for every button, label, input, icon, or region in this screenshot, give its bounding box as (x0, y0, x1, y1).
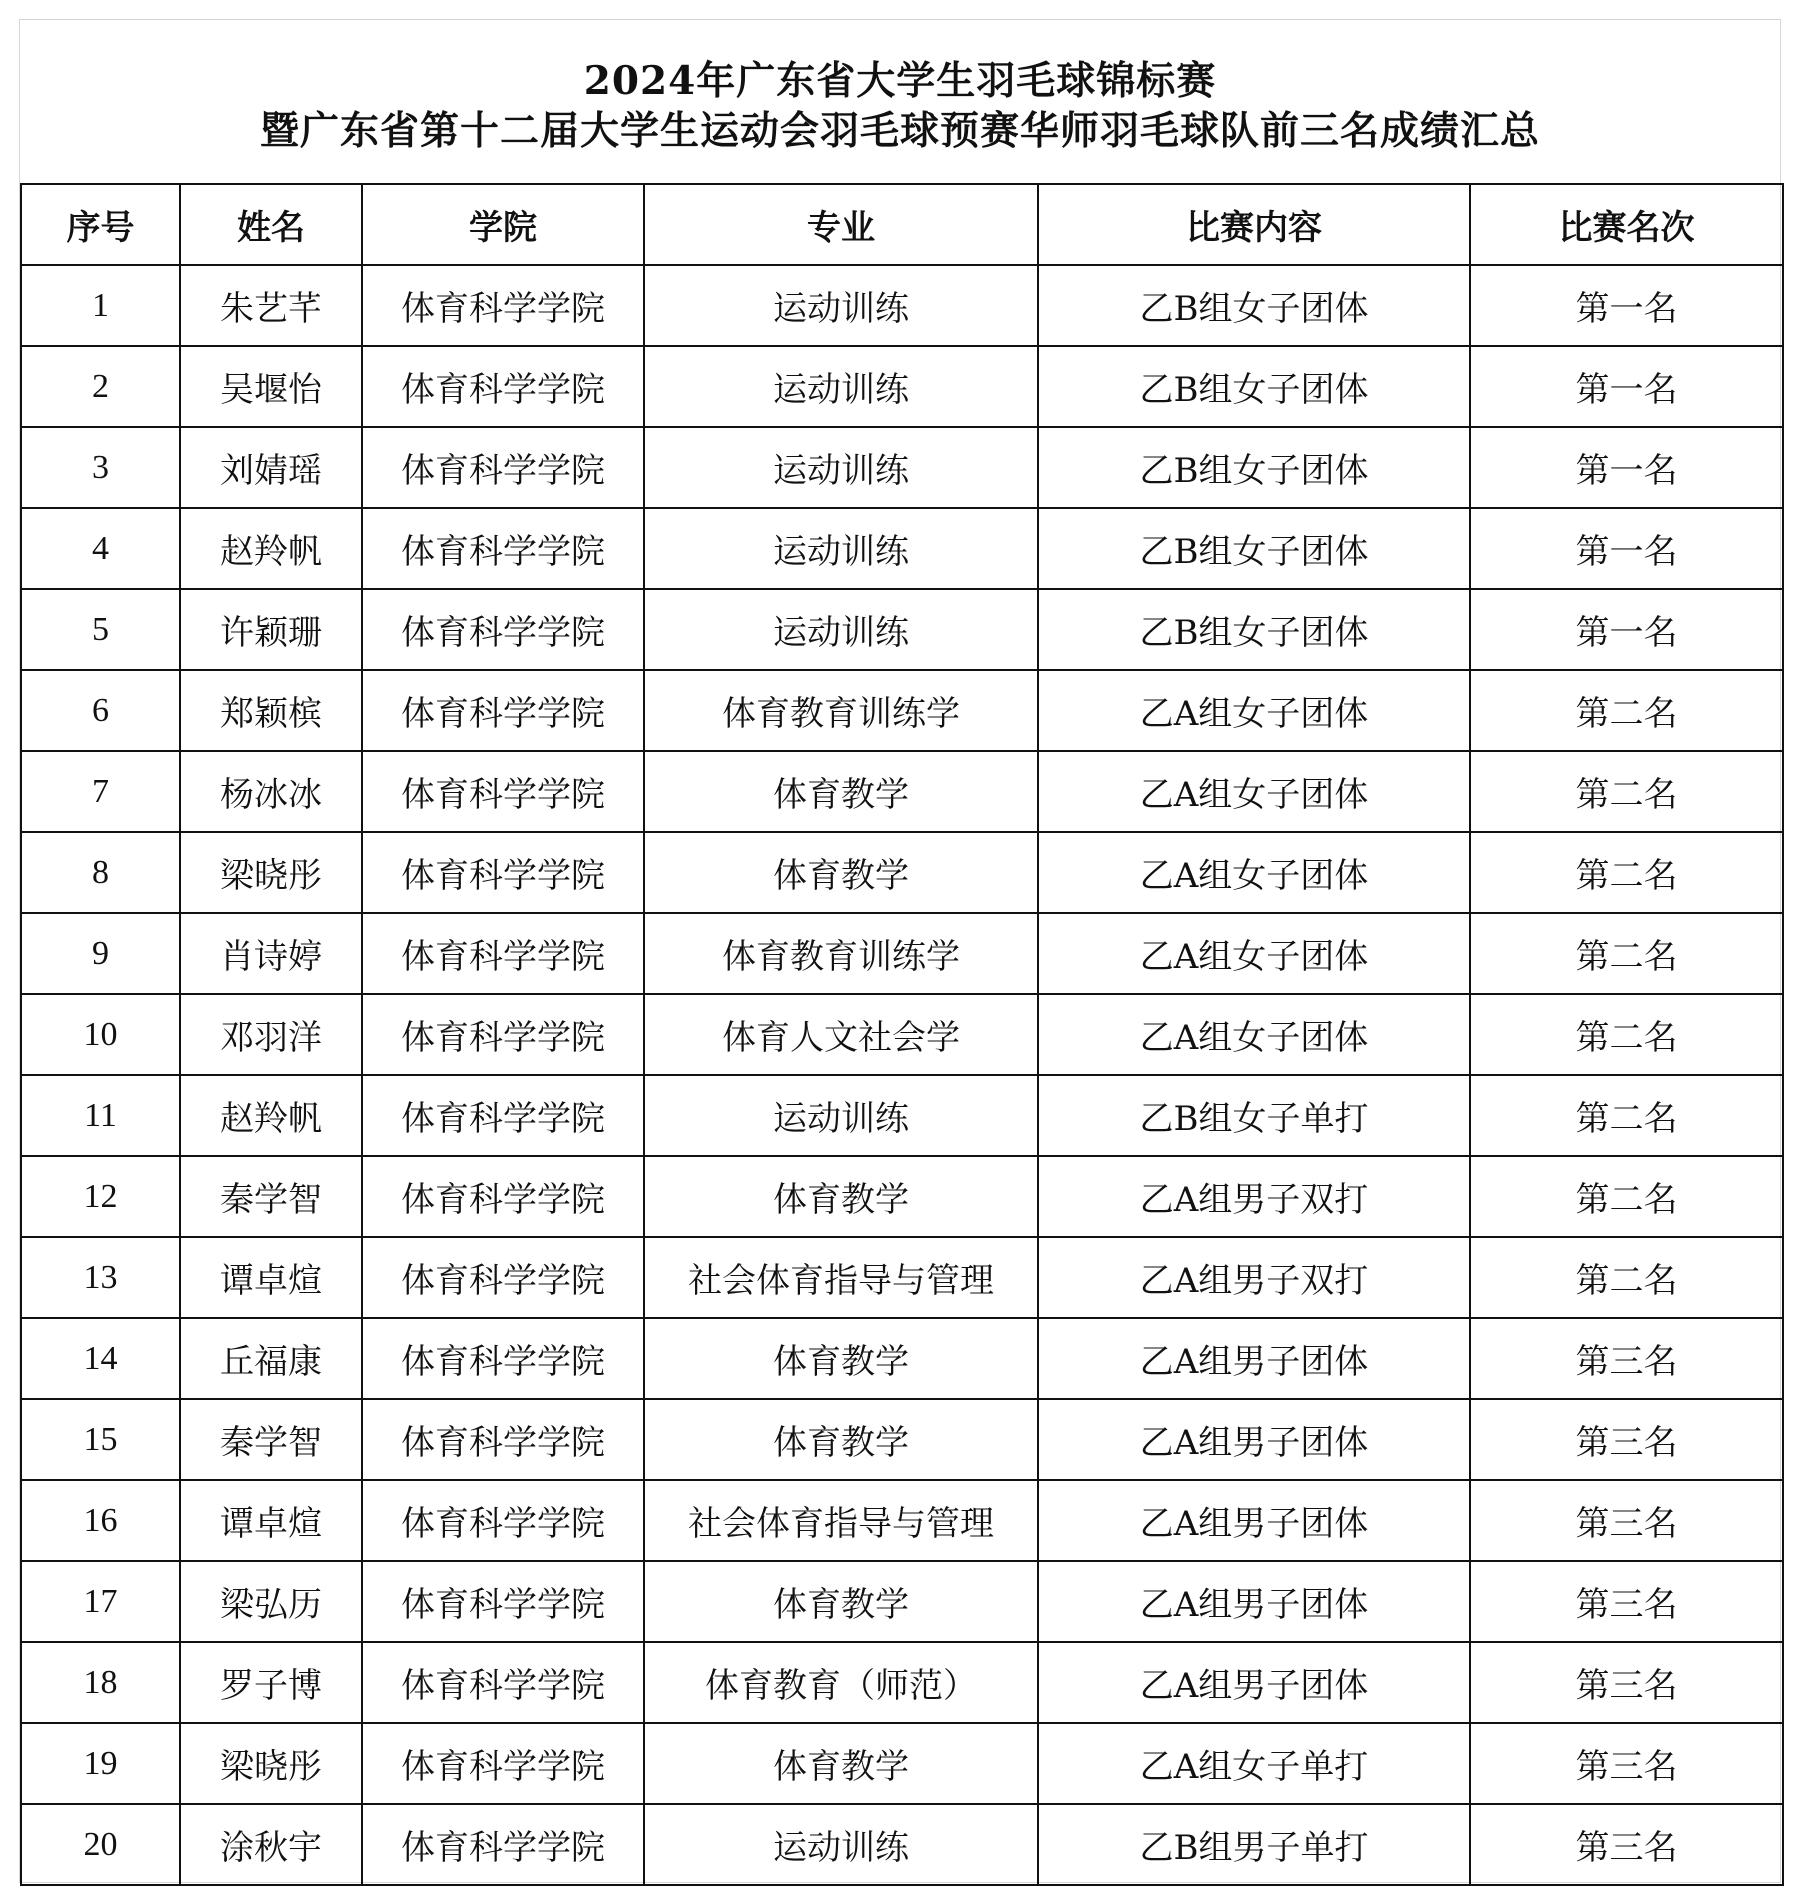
cell-name: 梁弘历 (180, 1561, 362, 1642)
cell-rank: 第三名 (1470, 1642, 1783, 1723)
cell-major: 运动训练 (644, 1075, 1038, 1156)
cell-no: 16 (21, 1480, 180, 1561)
table-row (21, 508, 1783, 589)
cell-college: 体育科学学院 (362, 1075, 644, 1156)
cell-name: 许颖珊 (180, 589, 362, 670)
header-no: 序号 (21, 184, 180, 265)
cell-no: 4 (21, 508, 180, 589)
cell-college: 体育科学学院 (362, 265, 644, 346)
cell-college: 体育科学学院 (362, 1156, 644, 1237)
cell-name: 赵羚帆 (180, 508, 362, 589)
table-row (21, 265, 1783, 346)
table-row (21, 913, 1783, 994)
cell-name: 涂秋宇 (180, 1804, 362, 1885)
cell-major: 体育教育训练学 (644, 913, 1038, 994)
cell-no: 20 (21, 1804, 180, 1885)
cell-event: 乙B组女子团体 (1038, 427, 1470, 508)
table-row (21, 1399, 1783, 1480)
cell-no: 11 (21, 1075, 180, 1156)
cell-major: 体育教学 (644, 1156, 1038, 1237)
cell-event: 乙A组女子团体 (1038, 994, 1470, 1075)
cell-event: 乙A组男子团体 (1038, 1480, 1470, 1561)
cell-college: 体育科学学院 (362, 832, 644, 913)
cell-rank: 第二名 (1470, 751, 1783, 832)
cell-major: 运动训练 (644, 1804, 1038, 1885)
cell-no: 12 (21, 1156, 180, 1237)
cell-event: 乙B组女子团体 (1038, 346, 1470, 427)
cell-no: 18 (21, 1642, 180, 1723)
cell-no: 10 (21, 994, 180, 1075)
table-row (21, 1237, 1783, 1318)
cell-no: 5 (21, 589, 180, 670)
cell-major: 社会体育指导与管理 (644, 1237, 1038, 1318)
table-row (21, 1156, 1783, 1237)
cell-event: 乙A组男子双打 (1038, 1237, 1470, 1318)
cell-event: 乙B组女子单打 (1038, 1075, 1470, 1156)
cell-no: 19 (21, 1723, 180, 1804)
cell-name: 丘福康 (180, 1318, 362, 1399)
cell-rank: 第三名 (1470, 1399, 1783, 1480)
cell-college: 体育科学学院 (362, 1804, 644, 1885)
cell-name: 罗子博 (180, 1642, 362, 1723)
cell-major: 体育人文社会学 (644, 994, 1038, 1075)
cell-rank: 第三名 (1470, 1480, 1783, 1561)
cell-rank: 第三名 (1470, 1723, 1783, 1804)
cell-major: 运动训练 (644, 589, 1038, 670)
cell-rank: 第一名 (1470, 508, 1783, 589)
cell-name: 邓羽洋 (180, 994, 362, 1075)
table-body (21, 265, 1783, 1885)
cell-college: 体育科学学院 (362, 1237, 644, 1318)
cell-name: 谭卓煊 (180, 1237, 362, 1318)
title-line-2: 暨广东省第十二届大学生运动会羽毛球预赛华师羽毛球队前三名成绩汇总 (259, 108, 1540, 154)
table-row (21, 1318, 1783, 1399)
cell-major: 运动训练 (644, 265, 1038, 346)
cell-college: 体育科学学院 (362, 751, 644, 832)
document-sheet (19, 19, 1781, 1883)
cell-name: 杨冰冰 (180, 751, 362, 832)
page-title (20, 56, 1780, 156)
header-rank: 比赛名次 (1470, 184, 1783, 265)
header-name: 姓名 (180, 184, 362, 265)
cell-college: 体育科学学院 (362, 508, 644, 589)
cell-no: 3 (21, 427, 180, 508)
cell-major: 运动训练 (644, 427, 1038, 508)
cell-name: 梁晓彤 (180, 832, 362, 913)
cell-college: 体育科学学院 (362, 427, 644, 508)
cell-name: 秦学智 (180, 1399, 362, 1480)
table-row (21, 832, 1783, 913)
table-row (21, 994, 1783, 1075)
cell-event: 乙B组男子单打 (1038, 1804, 1470, 1885)
table-row (21, 670, 1783, 751)
cell-event: 乙A组女子团体 (1038, 670, 1470, 751)
cell-no: 6 (21, 670, 180, 751)
cell-name: 肖诗婷 (180, 913, 362, 994)
cell-major: 运动训练 (644, 508, 1038, 589)
cell-major: 体育教育（师范） (644, 1642, 1038, 1723)
cell-college: 体育科学学院 (362, 1642, 644, 1723)
cell-name: 梁晓彤 (180, 1723, 362, 1804)
cell-rank: 第二名 (1470, 832, 1783, 913)
cell-college: 体育科学学院 (362, 589, 644, 670)
table-row (21, 1723, 1783, 1804)
cell-name: 郑颖槟 (180, 670, 362, 751)
cell-rank: 第二名 (1470, 1156, 1783, 1237)
cell-rank: 第一名 (1470, 427, 1783, 508)
cell-rank: 第一名 (1470, 589, 1783, 670)
table-row (21, 1561, 1783, 1642)
cell-name: 赵羚帆 (180, 1075, 362, 1156)
cell-major: 社会体育指导与管理 (644, 1480, 1038, 1561)
cell-no: 9 (21, 913, 180, 994)
cell-rank: 第二名 (1470, 670, 1783, 751)
cell-name: 吴堰怡 (180, 346, 362, 427)
cell-no: 15 (21, 1399, 180, 1480)
cell-college: 体育科学学院 (362, 994, 644, 1075)
header-event: 比赛内容 (1038, 184, 1470, 265)
cell-no: 7 (21, 751, 180, 832)
cell-name: 秦学智 (180, 1156, 362, 1237)
cell-major: 体育教学 (644, 1318, 1038, 1399)
results-table (20, 183, 1784, 1886)
cell-college: 体育科学学院 (362, 1399, 644, 1480)
table-row (21, 589, 1783, 670)
table-row (21, 1804, 1783, 1885)
cell-event: 乙A组男子团体 (1038, 1561, 1470, 1642)
table-row (21, 1480, 1783, 1561)
cell-college: 体育科学学院 (362, 913, 644, 994)
cell-event: 乙A组女子团体 (1038, 913, 1470, 994)
cell-no: 14 (21, 1318, 180, 1399)
table-row (21, 346, 1783, 427)
table-header-row (21, 184, 1783, 265)
cell-major: 体育教育训练学 (644, 670, 1038, 751)
cell-college: 体育科学学院 (362, 1318, 644, 1399)
cell-rank: 第一名 (1470, 346, 1783, 427)
cell-college: 体育科学学院 (362, 346, 644, 427)
cell-name: 刘婧瑶 (180, 427, 362, 508)
cell-rank: 第二名 (1470, 994, 1783, 1075)
table-row (21, 1075, 1783, 1156)
cell-event: 乙B组女子团体 (1038, 508, 1470, 589)
cell-no: 8 (21, 832, 180, 913)
cell-rank: 第二名 (1470, 1075, 1783, 1156)
cell-college: 体育科学学院 (362, 670, 644, 751)
cell-rank: 第三名 (1470, 1561, 1783, 1642)
table-row (21, 427, 1783, 508)
cell-rank: 第二名 (1470, 913, 1783, 994)
cell-event: 乙A组女子团体 (1038, 832, 1470, 913)
cell-major: 运动训练 (644, 346, 1038, 427)
cell-event: 乙A组男子团体 (1038, 1318, 1470, 1399)
cell-event: 乙B组女子团体 (1038, 589, 1470, 670)
title-line-1: 2024年广东省大学生羽毛球锦标赛 (583, 58, 1217, 104)
cell-major: 体育教学 (644, 1723, 1038, 1804)
cell-major: 体育教学 (644, 832, 1038, 913)
cell-event: 乙A组女子团体 (1038, 751, 1470, 832)
cell-rank: 第三名 (1470, 1804, 1783, 1885)
cell-no: 2 (21, 346, 180, 427)
cell-name: 朱艺芊 (180, 265, 362, 346)
cell-no: 17 (21, 1561, 180, 1642)
cell-major: 体育教学 (644, 751, 1038, 832)
cell-name: 谭卓煊 (180, 1480, 362, 1561)
cell-event: 乙A组男子双打 (1038, 1156, 1470, 1237)
cell-college: 体育科学学院 (362, 1480, 644, 1561)
cell-rank: 第三名 (1470, 1318, 1783, 1399)
cell-event: 乙A组男子团体 (1038, 1399, 1470, 1480)
table-row (21, 1642, 1783, 1723)
cell-rank: 第一名 (1470, 265, 1783, 346)
table-row (21, 751, 1783, 832)
cell-college: 体育科学学院 (362, 1561, 644, 1642)
cell-major: 体育教学 (644, 1399, 1038, 1480)
cell-event: 乙A组男子团体 (1038, 1642, 1470, 1723)
cell-college: 体育科学学院 (362, 1723, 644, 1804)
cell-major: 体育教学 (644, 1561, 1038, 1642)
header-major: 专业 (644, 184, 1038, 265)
cell-no: 1 (21, 265, 180, 346)
cell-event: 乙A组女子单打 (1038, 1723, 1470, 1804)
cell-no: 13 (21, 1237, 180, 1318)
cell-rank: 第二名 (1470, 1237, 1783, 1318)
cell-event: 乙B组女子团体 (1038, 265, 1470, 346)
header-college: 学院 (362, 184, 644, 265)
